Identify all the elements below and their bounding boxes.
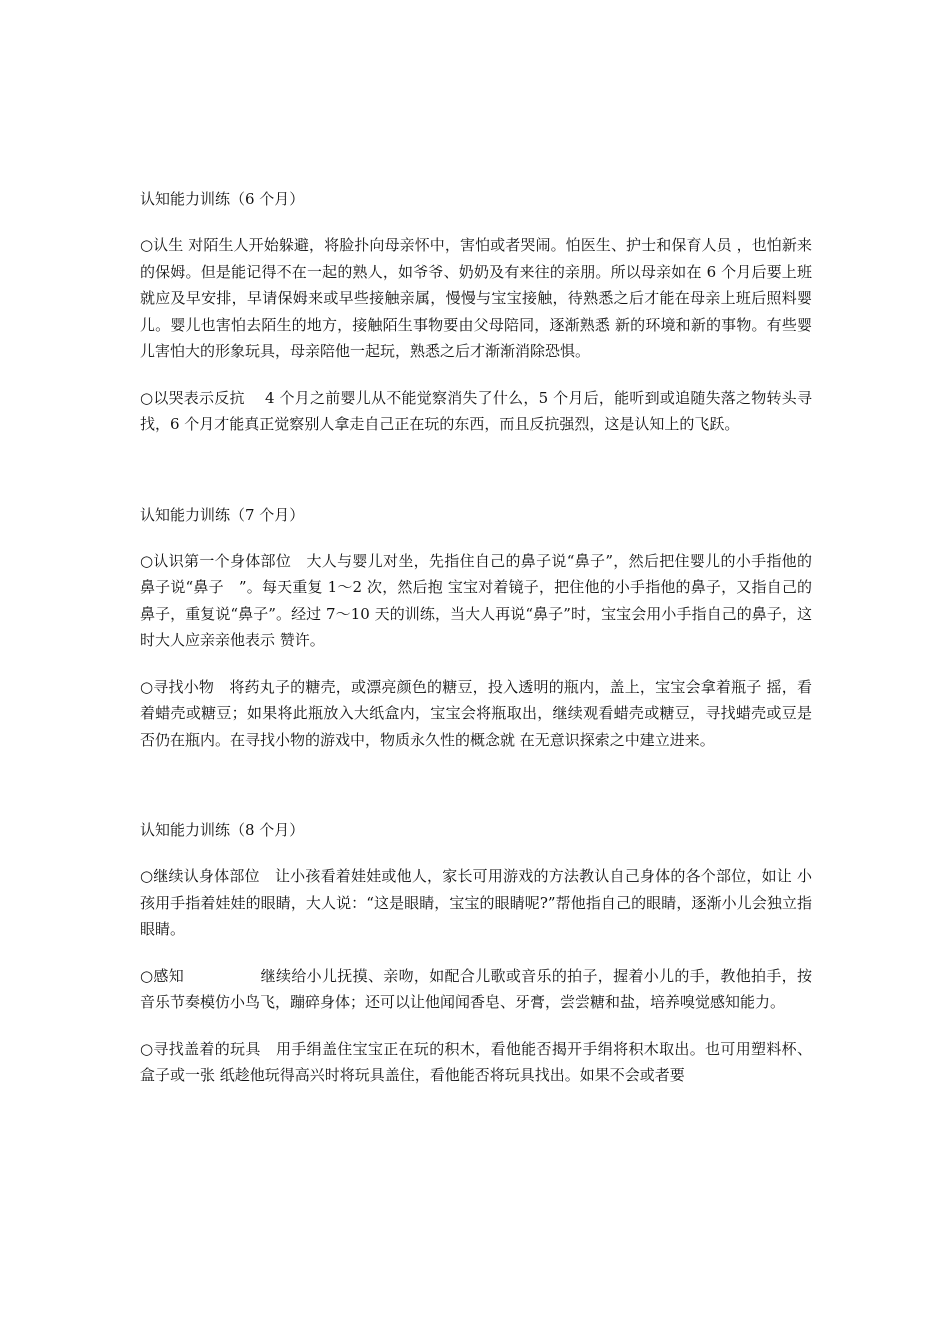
paragraph-stranger-anxiety: ○认生 对陌生人开始躲避，将脸扑向母亲怀中，害怕或者哭闹。怕医生、护士和保育人员 ，也怕新来的保姆。但是能记得不在一起的熟人，如爷爷、奶奶及有来往的亲朋。所以母亲如在 6 个月后要上班就应及早安排，早请保姆来或早些接触亲属，慢慢与宝宝接触，待熟悉之后才能在母亲上班后照料婴儿。婴儿也害怕去陌生的地方，接触陌生事物要由父母陪同，逐渐熟悉 新的环境和新的事物。有些婴儿害怕大的形象玩具，母亲陪他一起玩，熟悉之后才渐渐消除恐惧。 <box>140 236 812 360</box>
document-page <box>140 186 812 1089</box>
paragraph-perception: ○感知 继续给小儿抚摸、亲吻，如配合儿歌或音乐的拍子，握着小儿的手，教他拍手，按音乐节奏模仿小鸟飞，蹦碎身体；还可以让他闻闻香皂、牙膏，尝尝糖和盐，培养嗅觉感知能力。 <box>140 966 812 1011</box>
paragraph-crying-protest: ○以哭表示反抗 4 个月之前婴儿从不能觉察消失了什么，5 个月后，能听到或追随失落之物转头寻找，6 个月才能真正觉察别人拿走自己正在玩的东西，而且反抗强烈，这是认知上的飞跃。 <box>140 388 812 433</box>
paragraph-body-parts-continued: ○继续认身体部位 让小孩看着娃娃或他人，家长可用游戏的方法教认自己身体的各个部位，如让 小孩用手指着娃娃的眼睛，大人说：“这是眼睛，宝宝的眼睛呢?”帮他指自己的眼睛，逐渐小儿会独立指眼睛。 <box>140 867 812 938</box>
paragraph-first-body-part: ○认识第一个身体部位 大人与婴儿对坐，先指住自己的鼻子说“鼻子”，然后把住婴儿的小手指他的鼻子说“鼻子 ”。每天重复 1～2 次，然后抱 宝宝对着镜子，把住他的小手指他的鼻子，又指自己的鼻子，重复说“鼻子”。经过 7～10 天的训练，当大人再说“鼻子”时，宝宝会用小手指自己的鼻子，这时大人应亲亲他表示 赞许。 <box>140 551 812 649</box>
section-title-7-months: 认知能力训练（7 个月） <box>140 505 305 524</box>
paragraph-find-small-object: ○寻找小物 将药丸子的糖壳，或漂亮颜色的糖豆，投入透明的瓶内，盖上，宝宝会拿着瓶子 摇，看着蜡壳或糖豆；如果将此瓶放入大纸盒内，宝宝会将瓶取出，继续观看蜡壳或糖豆，寻找蜡壳或豆是否仍在瓶内。在寻找小物的游戏中，物质永久性的概念就 在无意识探索之中建立进来。 <box>140 677 812 749</box>
paragraph-find-covered-toy: ○寻找盖着的玩具 用手绢盖住宝宝正在玩的积木，看他能否揭开手绢将积木取出。也可用塑料杯、盒子或一张 纸趁他玩得高兴时将玩具盖住，看他能否将玩具找出。如果不会或者要 <box>140 1039 812 1084</box>
section-title-6-months: 认知能力训练（6 个月） <box>140 190 305 208</box>
section-title-8-months: 认知能力训练（8 个月） <box>140 821 305 839</box>
